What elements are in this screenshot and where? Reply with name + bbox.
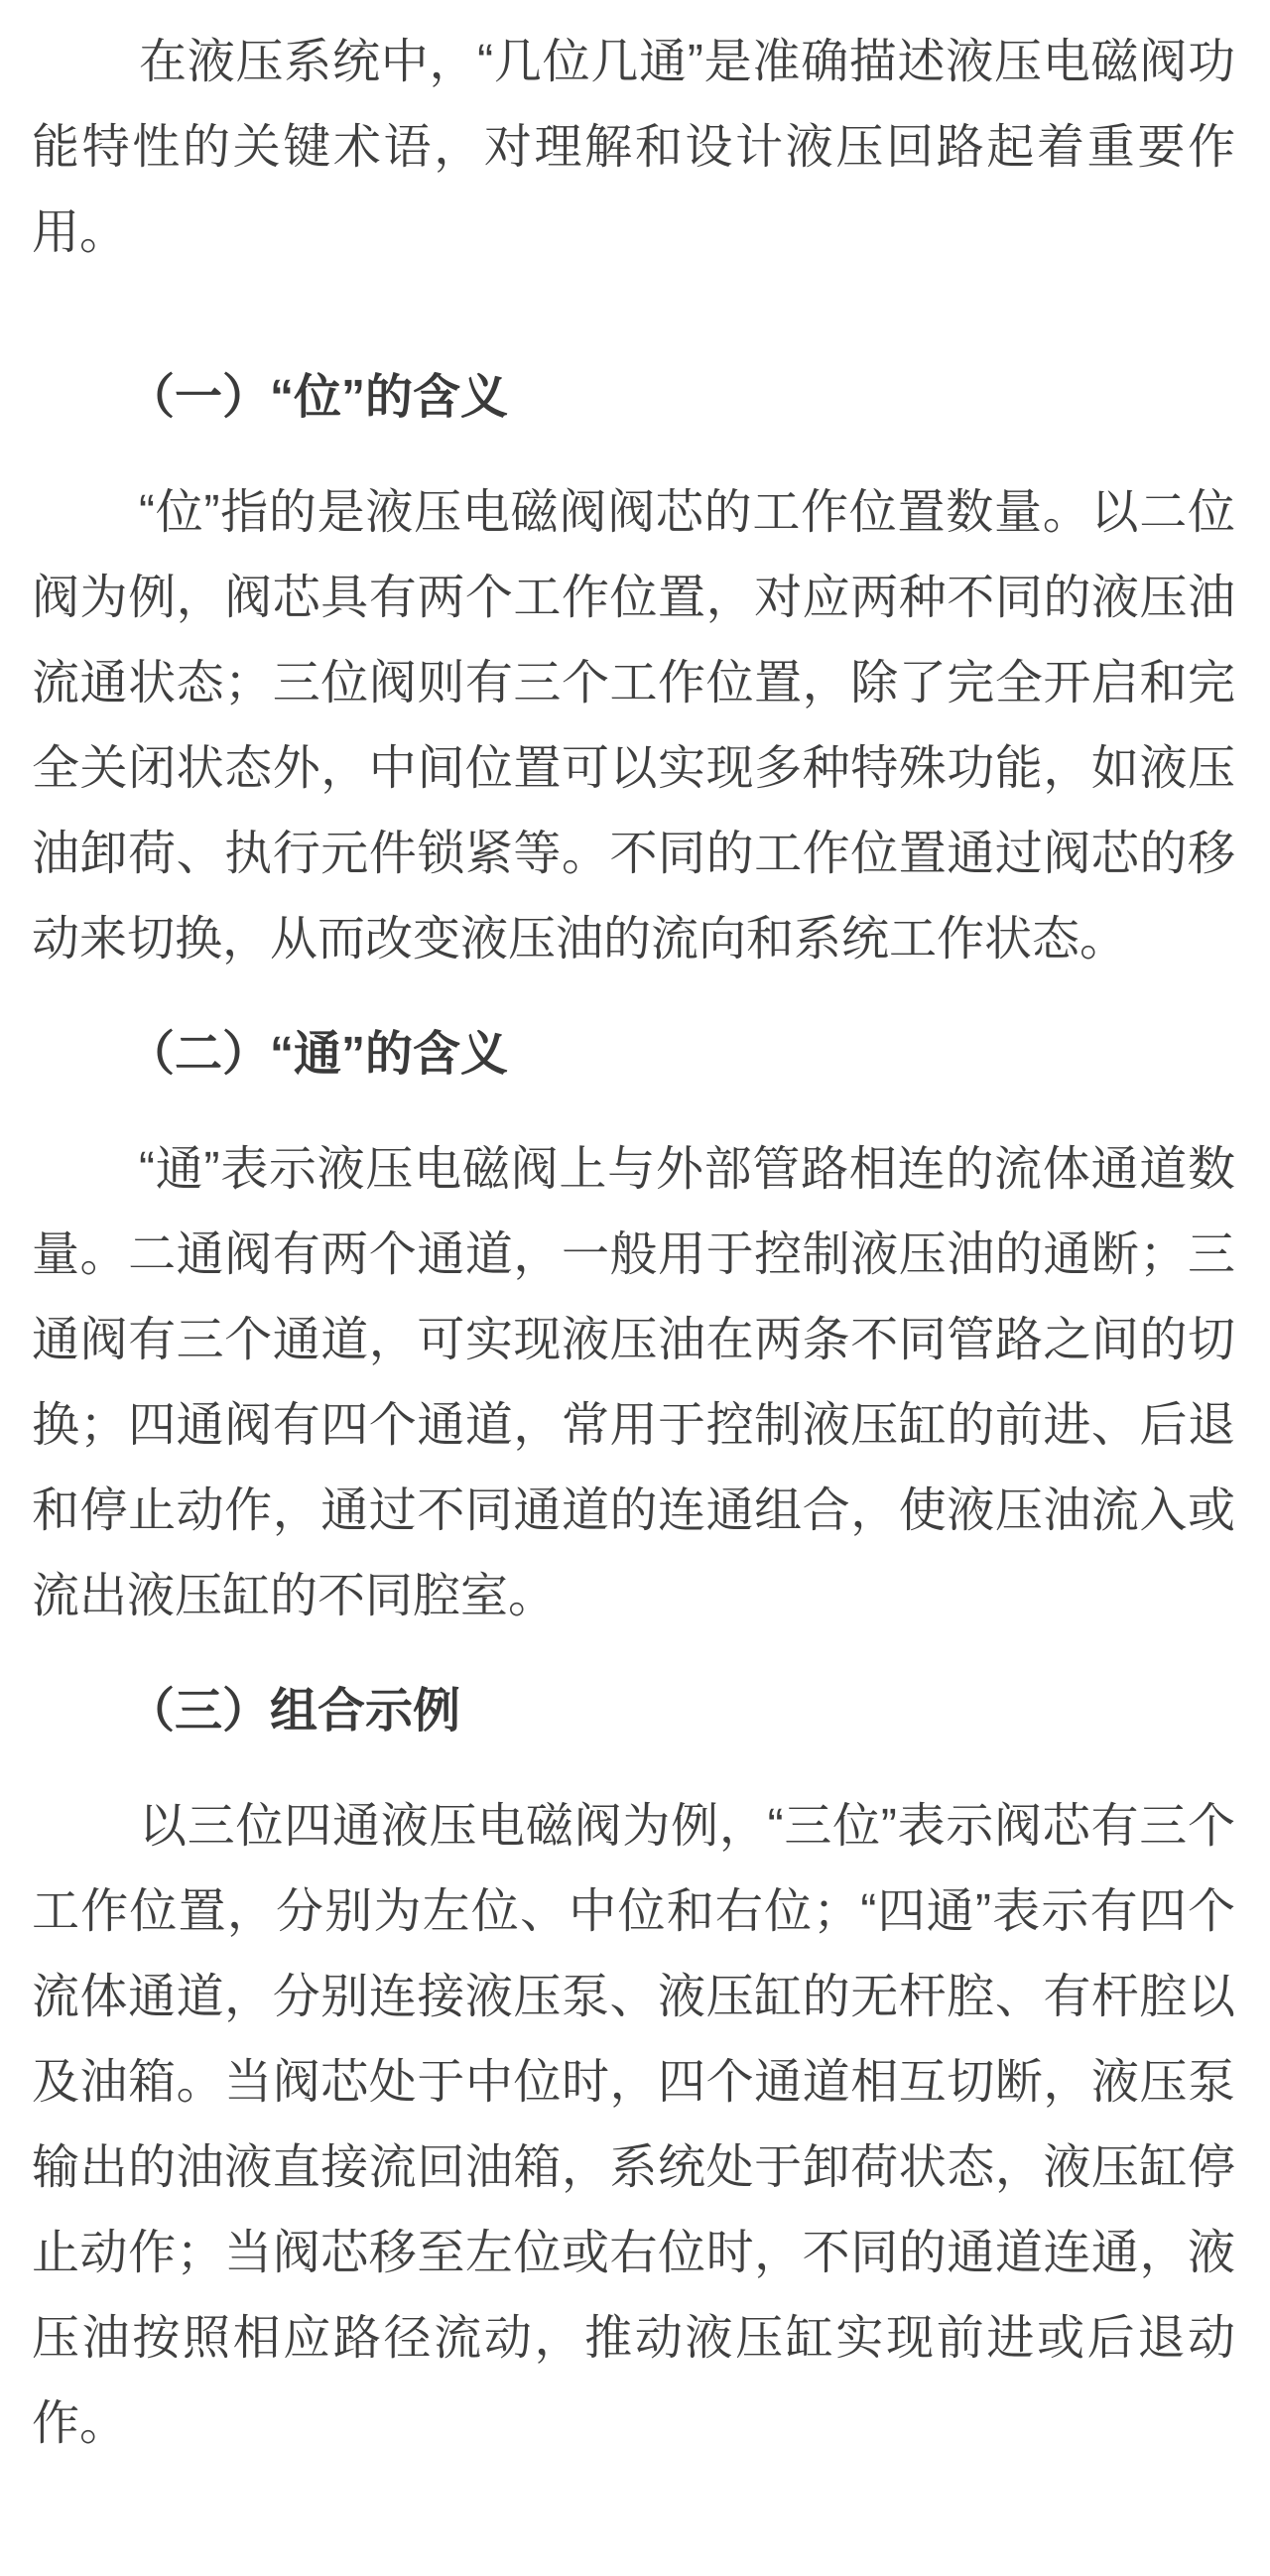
section-2-body: “通”表示液压电磁阀上与外部管路相连的流体通道数量。二通阀有两个通道，一般用于控制液压油的通断；三通阀有三个通道，可实现液压油在两条不同管路之间的切换；四通阀有四个通道，常用于控制液压缸的前进、后退和停止动作，通过不同通道的连通组合，使液压油流入或流出液压缸的不同腔室。 [32, 1143, 1235, 1622]
section-1-body: “位”指的是液压电磁阀阀芯的工作位置数量。以二位阀为例，阀芯具有两个工作位置，对应两种不同的液压油流通状态；三位阀则有三个工作位置，除了完全开启和完全关闭状态外，中间位置可以实现多种特殊功能，如液压油卸荷、执行元件锁紧等。不同的工作位置通过阀芯的移动来切换，从而改变液压油的流向和系统工作状态。 [32, 486, 1235, 966]
intro-paragraph: 在液压系统中，“几位几通”是准确描述液压电磁阀功能特性的关键术语，对理解和设计液压回路起着重要作用。 [32, 36, 1235, 259]
section-2-heading: （二）“通”的含义 [127, 1028, 509, 1081]
section-1-heading: （一）“位”的含义 [127, 371, 509, 424]
section-3-heading: （三）组合示例 [127, 1685, 461, 1738]
section-3-body: 以三位四通液压电磁阀为例，“三位”表示阀芯有三个工作位置，分别为左位、中位和右位；“四通”表示有四个流体通道，分别连接液压泵、液压缸的无杆腔、有杆腔以及油箱。当阀芯处于中位时，四个通道相互切断，液压泵输出的油液直接流回油箱，系统处于卸荷状态，液压缸停止动作；当阀芯移至左位或右位时，不同的通道连通，液压油按照相应路径流动，推动液压缸实现前进或后退动作。 [32, 1800, 1235, 2450]
